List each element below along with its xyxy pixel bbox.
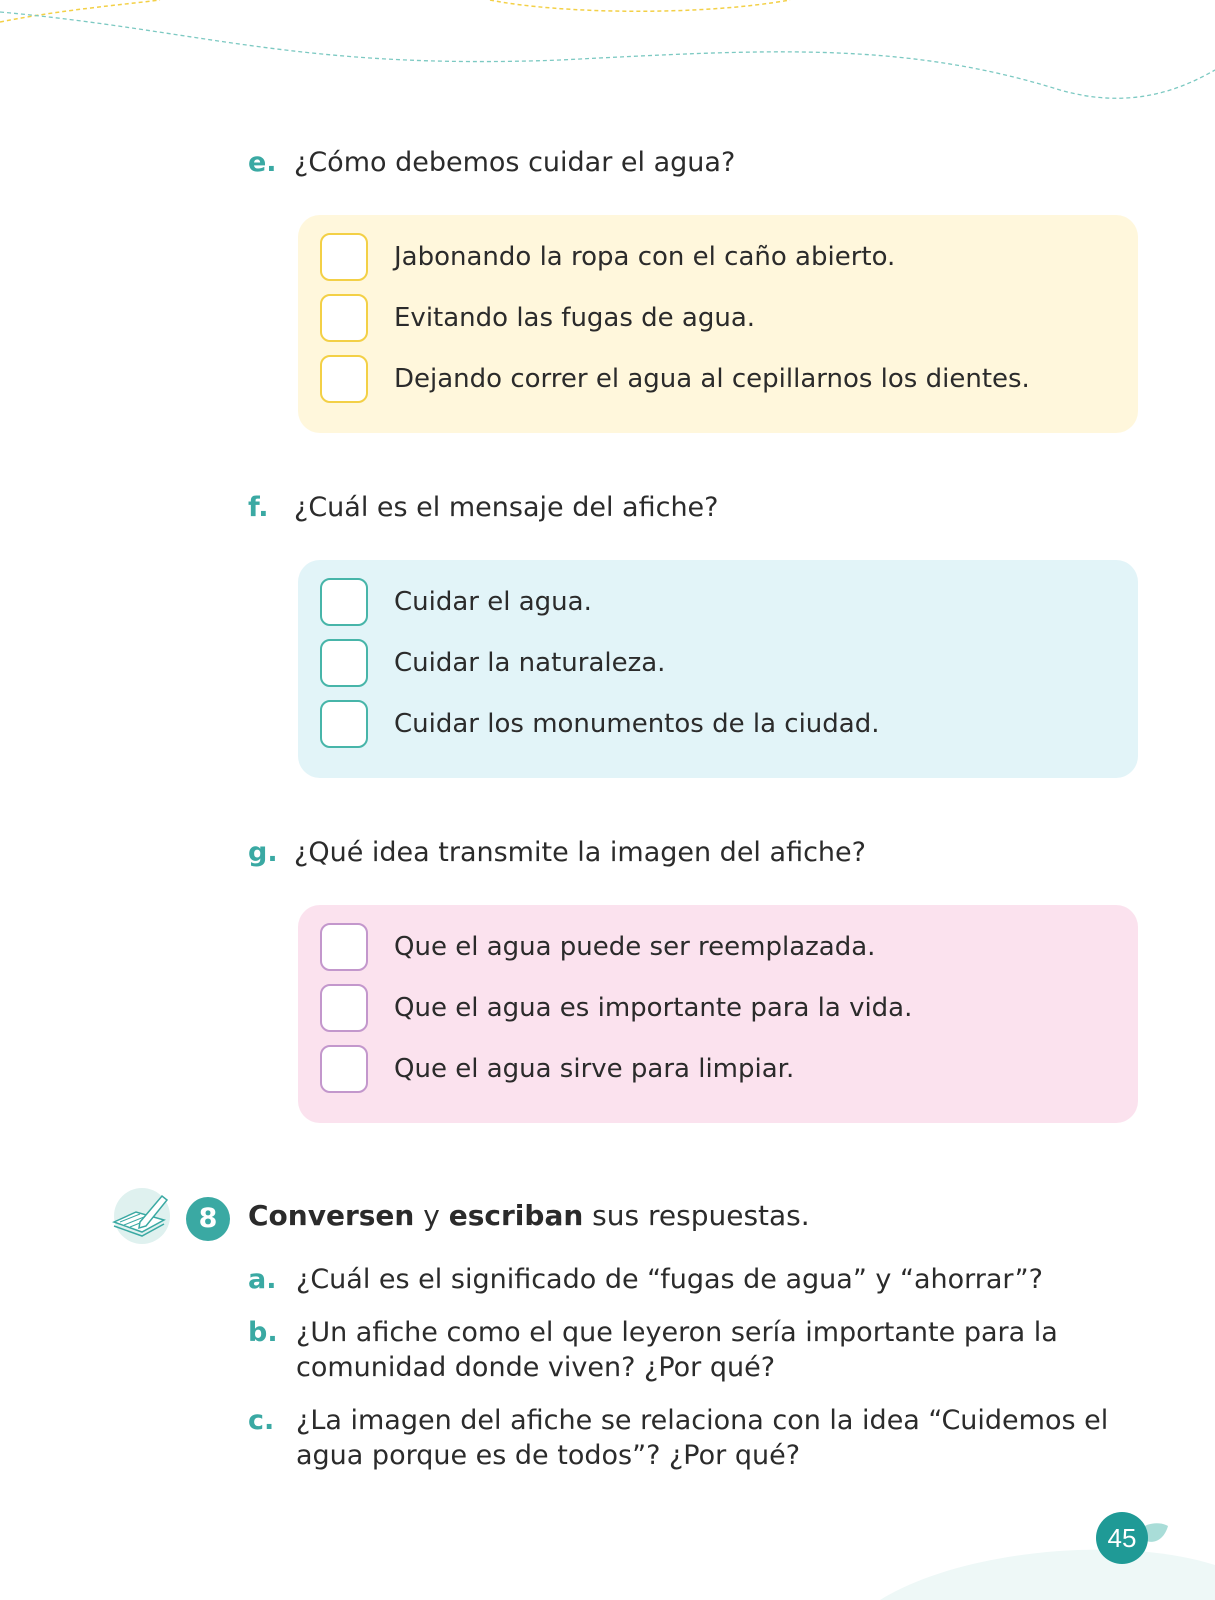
question-e [248,146,735,180]
option-label: Evitando las fugas de agua. [394,303,756,333]
option-row[interactable] [320,352,1030,406]
options-box-g [298,905,1138,1123]
checkbox[interactable] [320,1045,368,1093]
question-letter: f. [248,492,269,523]
question-f [248,491,719,525]
option-label: Cuidar los monumentos de la ciudad. [394,709,880,739]
item-text: ¿La imagen del afiche se relaciona con la idea “Cuidemos el agua porque es de todos”? ¿Por qué? [296,1405,1109,1471]
question-text: ¿Qué idea transmite la imagen del afiche? [294,837,866,868]
checkbox[interactable] [320,578,368,626]
instruction-bold-verb: Conversen [248,1199,415,1232]
question-g [248,836,866,870]
question-text: ¿Cuál es el mensaje del afiche? [294,492,719,523]
activity-item-a [248,1262,1128,1297]
option-label: Cuidar la naturaleza. [394,648,666,678]
activity-number-badge: 8 [186,1197,230,1241]
checkbox[interactable] [320,355,368,403]
top-wave-decoration [0,0,1215,110]
writing-book-icon [106,1182,172,1248]
question-letter: g. [248,837,278,868]
option-row[interactable] [320,981,912,1035]
checkbox[interactable] [320,984,368,1032]
option-label: Jabonando la ropa con el caño abierto. [394,242,896,272]
item-letter: c. [248,1405,275,1436]
activity-instruction [248,1198,810,1234]
option-label: Dejando correr el agua al cepillarnos los dientes. [394,364,1030,394]
bottom-curve-decoration [0,1540,1215,1600]
item-text: ¿Cuál es el significado de “fugas de agua” y “ahorrar”? [296,1264,1043,1295]
instruction-rest: sus respuestas. [583,1199,810,1232]
activity-8-header [106,1182,1106,1252]
option-row[interactable] [320,291,755,345]
option-label: Que el agua puede ser reemplazada. [394,932,876,962]
checkbox[interactable] [320,233,368,281]
question-text: ¿Cómo debemos cuidar el agua? [294,147,736,178]
question-letter: e. [248,147,277,178]
option-row[interactable] [320,575,592,629]
item-letter: b. [248,1317,278,1348]
option-row[interactable] [320,697,879,751]
option-row[interactable] [320,920,875,974]
checkbox[interactable] [320,639,368,687]
option-label: Que el agua sirve para limpiar. [394,1054,795,1084]
activity-item-b [248,1315,1128,1385]
checkbox[interactable] [320,294,368,342]
checkbox[interactable] [320,700,368,748]
page-number: 45 [1096,1512,1148,1564]
item-text: ¿Un afiche como el que leyeron sería importante para la comunidad donde viven? ¿Por qué? [296,1317,1058,1383]
instruction-connector: y [414,1199,449,1232]
option-row[interactable] [320,230,895,284]
option-row[interactable] [320,636,665,690]
option-row[interactable] [320,1042,794,1096]
activity-item-c [248,1403,1128,1473]
options-box-f [298,560,1138,778]
option-label: Que el agua es importante para la vida. [394,993,913,1023]
instruction-bold-verb: escriban [448,1199,584,1232]
item-letter: a. [248,1264,277,1295]
option-label: Cuidar el agua. [394,587,592,617]
options-box-e [298,215,1138,433]
checkbox[interactable] [320,923,368,971]
